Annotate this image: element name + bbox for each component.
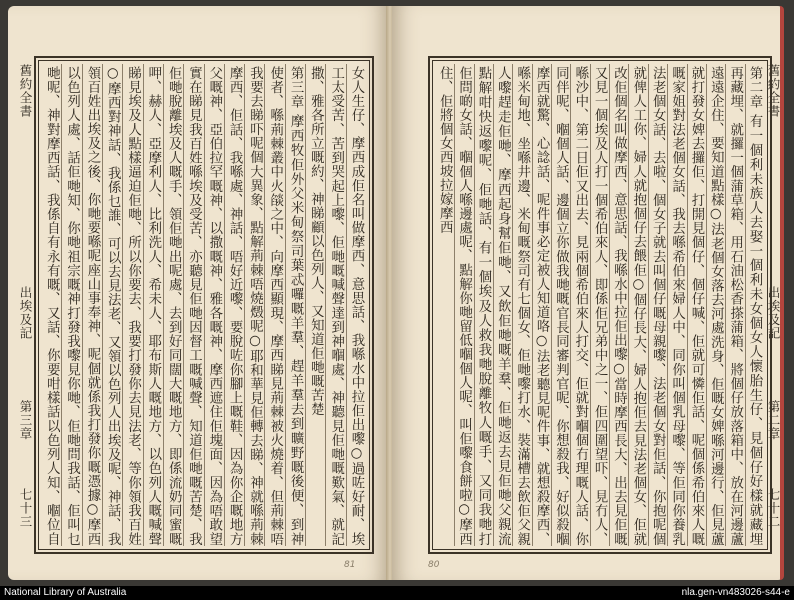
right-text-column: 法老個女話、去啦、個女子就去叫個仔嘅母親嚟、法老個女對佢話、你抱呢個	[648, 64, 667, 546]
left-text-column: 工太受苦、苦到哭起上嚟、佢哋嘅喊聲達到神嗰處、神聽見佢哋嘅歎氣、就記	[325, 64, 345, 546]
left-text-frame	[34, 56, 374, 554]
right-chapter-label: 第二章	[766, 400, 781, 441]
left-page-number: 七十三	[18, 487, 33, 528]
right-text-column: 佢問啲女話、嗰個人喺邊處呢、點解你哋留低嗰個人呢、叫佢嚟食餅啦○摩西	[454, 64, 473, 546]
left-text-column: 我要去睇吓呢個大異象、點解荊棘唔燒燬呢○耶和華見佢轉去睇、神就喺荊棘	[244, 64, 264, 546]
right-text-column: 點解咁快返嚟呢、佢哋話、有一個埃及人救我哋脫離牧人嘅手、又同我哋打	[474, 64, 493, 546]
footer-bar	[0, 586, 794, 600]
right-text-column: 嘅家姐對法老個女話、我去喺希伯來婦人中、同你叫個乳母嚟、等佢同你養乳	[667, 64, 686, 546]
left-book-title: 舊約全書	[18, 64, 33, 118]
right-text-column: 再藏埋、就攞一個蒲草箱、用石油松香搽蒲箱、將個仔放落箱中、放在河邊蘆	[725, 64, 744, 546]
left-text-column: 女人生仔、摩西成佢名叫做摩西、意思話、我喺水中拉佢出嚟○過咗好耐、埃	[346, 64, 366, 546]
left-chapter-label: 第三章	[18, 400, 33, 441]
right-text-column: 喺沙中、第二日佢又出去、見兩個希伯來人打交、佢就對嗰個冇理嘅人話、你	[570, 64, 589, 546]
left-text-column: 摩西、佢話、我喺處、神話、唔好近嚟、要脫咗你腳上嘅鞋、因為你企嘅地方	[224, 64, 244, 546]
right-text-column: 遠遠企住、要知道點樣○法老個女落去河處洗身、佢嘅女婢喺河邊行、佢見蘆	[706, 64, 725, 546]
right-pencil-number: 80	[428, 560, 440, 570]
right-text-frame	[428, 56, 772, 554]
right-text-column: 就打發女婢去攞佢、打開見個仔、個仔喊、佢就可憐佢話、呢個係希伯來人嘅	[687, 64, 706, 546]
right-columns	[436, 64, 764, 546]
left-chapter-name	[16, 286, 34, 441]
left-text-column: 使者、喺荊棘叢中火燄之中、向摩西顯現、摩西睇見荊棘被火燒着、但荊棘唔	[264, 64, 284, 546]
right-page	[392, 6, 784, 580]
right-text-column: 同伴呢、嗰個人話、邊個立你做我哋嘅官長同審判官呢、你想殺我、好似殺嗰	[551, 64, 570, 546]
left-pencil-number: 81	[344, 560, 356, 570]
footer-item-id: nla.gen-vn483026-s44-e	[681, 587, 790, 598]
right-text-column: 又見一個埃及人打一個希伯來人、即係佢兄弟中之一、佢四圍望吓、見冇人、	[590, 64, 609, 546]
right-text-column: 人嚟趕走佢哋、摩西起身幫佢哋、又飲佢哋嘅羊羣、佢哋返去見佢哋父親流	[493, 64, 512, 546]
right-book-title: 舊約全書	[766, 64, 781, 118]
left-text-column: 睇見埃及人點樣逼迫佢哋、所以你要去、我要打發你去見法老、等你領我百姓	[122, 64, 142, 546]
right-text-column: 第二章 有一個利未族人去娶一個利未女個女人懷胎生仔、見個仔好樣就藏埋	[745, 64, 764, 546]
left-text-column: 領百姓出埃及之後、你哋要喺呢座山事奉神、呢個就係我打發你嘅憑據○摩西	[82, 64, 102, 546]
left-chapter-book: 出埃及記	[18, 286, 33, 340]
right-text-column: 摩西就驚、心諗話、呢件事必定被人知道咯○法老聽見呢件事、就想殺摩西、	[532, 64, 551, 546]
left-text-column: 呷、赫人、亞摩利人、比利洗人、希未人、耶布斯人嘅地方、以色列人嘅喊聲	[143, 64, 163, 546]
left-text-column: 撒、雅各所立嘅約、神睇顧以色列人、又知道佢哋嘅苦楚	[305, 64, 325, 546]
left-columns	[42, 64, 366, 546]
right-page-number: 七十二	[766, 487, 781, 528]
left-text-column: 第三章 摩西牧佢外父米甸祭司葉忒囉嘅羊羣、趕羊羣去到曠野嘅後便、到神	[285, 64, 305, 546]
left-text-column: 實在睇見我百姓喺埃及受苦、亦聽見佢哋因督工嘅喊聲、知道佢哋嘅苦楚、我	[183, 64, 203, 546]
left-text-column: ○摩西對神話、我係乜誰、可以去見法老、又領以色列人出埃及呢、神話、我	[102, 64, 122, 546]
left-text-column: 佢哋脫離埃及人嘅手、領佢哋出呢處、去到好同闊大嘅地方、即係流奶同蜜嘅	[163, 64, 183, 546]
left-page	[8, 6, 388, 580]
left-text-column: 以色列人處、話佢哋知、你哋祖宗嘅神打發我嚟見你哋、佢哋問我話、佢叫乜	[61, 64, 81, 546]
right-chapter-book: 出埃及記	[766, 286, 781, 340]
right-text-column: 喺米甸地、坐喺井邊、米甸嘅祭司有七個女、佢哋嚟打水、裝滿槽去飲佢父親	[512, 64, 531, 546]
right-text-column: 改佢個名叫做摩西、意思話、我喺水中拉佢出嚟○當時摩西長大、出去見佢嘅	[609, 64, 628, 546]
right-text-column: 就俾人工你、婦人就抱個仔去餵佢○個仔長大、婦人抱佢去見法老個女、佢就	[628, 64, 647, 546]
footer-library-name: National Library of Australia	[4, 587, 127, 598]
right-text-column: 住、佢將個女西坡拉嫁摩西	[437, 66, 453, 234]
left-text-column: 父嘅神、亞伯拉罕嘅神、以撒嘅神、雅各嘅神、摩西遮住佢塊面、因為唔敢望	[204, 64, 224, 546]
left-text-column: 哋呢、神對摩西話、我係自有永有嘅、又話、你要咁樣話以色列人知、嗰位自	[44, 66, 60, 546]
